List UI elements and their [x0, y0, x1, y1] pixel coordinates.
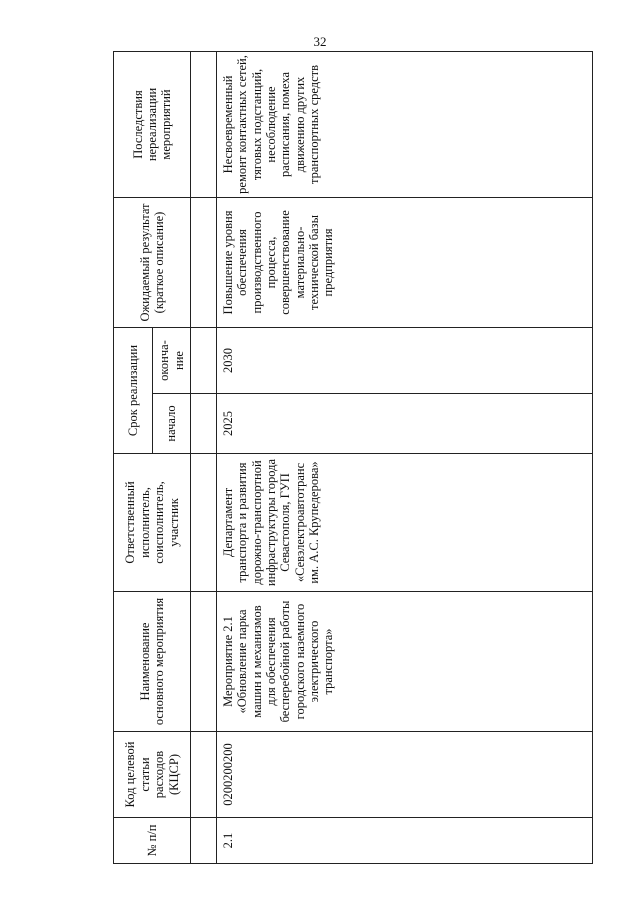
row-responsible: Департамент транспорта и развития дорожно-транспортной инфраструктуры города Севастополя, ГУП «Севэлектроавтотранс им. А.С. Крупедерова»: [216, 454, 592, 592]
table-wrapper: [113, 52, 593, 864]
row-name: Мероприятие 2.1 «Обновление парка машин и механизмов для обеспечения бесперебойной работы городского наземного электрического транспорта»: [216, 592, 592, 732]
spacer-cell: [191, 197, 216, 327]
spacer-cell: [191, 454, 216, 592]
header-term: Срок реализации: [114, 327, 153, 453]
spacer-cell: [191, 394, 216, 454]
row-consequences: Несвоевременный ремонт контактных сетей, тяговых подстанций, несоблюдение расписания, помеха движению других транспортных средств: [216, 51, 592, 197]
table-header-row: [114, 51, 153, 863]
page-number: 32: [313, 34, 327, 49]
rotated-table-container: [113, 52, 593, 864]
header-result: Ожидаемый результат (краткое описание): [114, 197, 191, 327]
row-end: 2030: [216, 327, 592, 393]
measures-table: [113, 51, 593, 864]
spacer-cell: [191, 51, 216, 197]
header-name: Наименование основного мероприятия: [114, 592, 191, 732]
row-start: 2025: [216, 394, 592, 454]
header-term-end: оконча-ние: [152, 327, 191, 393]
row-num: 2.1: [216, 818, 592, 864]
header-term-start: начало: [152, 394, 191, 454]
table-row: [216, 51, 592, 863]
row-code: 0200200200: [216, 732, 592, 818]
row-result: Повышение уровня обеспечения производственного процесса, совершенствование материально-технической базы предприятия: [216, 197, 592, 327]
spacer-cell: [191, 327, 216, 393]
table-spacer-row: [191, 51, 216, 863]
spacer-cell: [191, 732, 216, 818]
header-code: Код целевой статьи расходов (КЦСР): [114, 732, 191, 818]
header-consequences: Последствия нереализации мероприятий: [114, 51, 191, 197]
header-num: № п/п: [114, 818, 191, 864]
header-responsible: Ответственный исполнитель, соисполнитель, участник: [114, 454, 191, 592]
spacer-cell: [191, 592, 216, 732]
spacer-cell: [191, 818, 216, 864]
